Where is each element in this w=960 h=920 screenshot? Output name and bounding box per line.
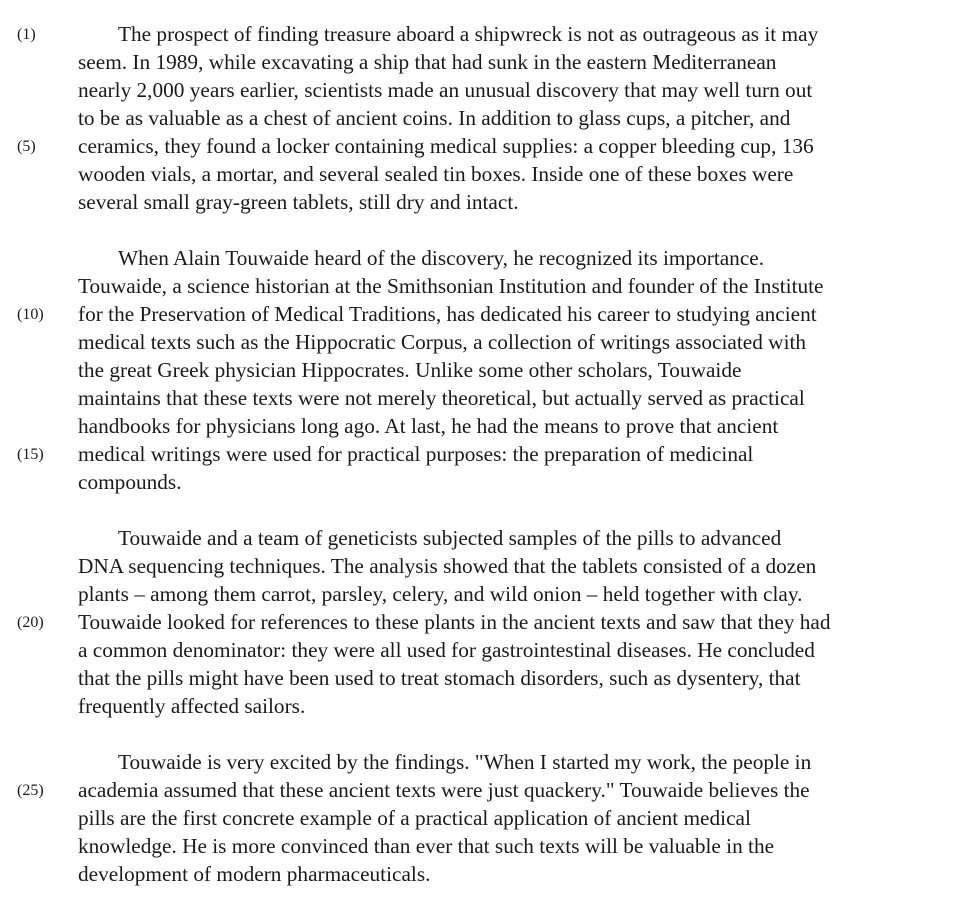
- line-text: DNA sequencing techniques. The analysis showed that the tablets consisted of a dozen: [78, 554, 817, 578]
- line-text: pills are the first concrete example of a practical application of ancient medical: [78, 806, 751, 830]
- line-text: to be as valuable as a chest of ancient coins. In addition to glass cups, a pitcher, and: [78, 106, 791, 130]
- passage-line: [0, 356, 960, 384]
- passage-line: [0, 328, 960, 356]
- passage-line: [0, 636, 960, 664]
- paragraph-gap: [0, 720, 960, 748]
- passage-line: [0, 20, 960, 48]
- paragraph-gap: [0, 496, 960, 524]
- line-text: nearly 2,000 years earlier, scientists made an unusual discovery that may well turn out: [78, 78, 813, 102]
- line-text: compounds.: [78, 470, 182, 494]
- line-text: development of modern pharmaceuticals.: [78, 862, 431, 886]
- passage-line: [0, 608, 960, 636]
- line-text: The prospect of finding treasure aboard a shipwreck is not as outrageous as it may: [118, 22, 819, 46]
- paragraph-4: [0, 748, 960, 888]
- line-text: Touwaide looked for references to these plants in the ancient texts and saw that they had: [78, 610, 831, 634]
- paragraph-3: [0, 524, 960, 720]
- passage-line: [0, 132, 960, 160]
- passage-line: [0, 412, 960, 440]
- line-text: Touwaide, a science historian at the Smithsonian Institution and founder of the Institute: [78, 274, 824, 298]
- passage-line: [0, 104, 960, 132]
- passage-line: [0, 300, 960, 328]
- line-text: knowledge. He is more convinced than ever that such texts will be valuable in the: [78, 834, 775, 858]
- line-text: maintains that these texts were not merely theoretical, but actually served as practical: [78, 386, 805, 410]
- passage-line: [0, 552, 960, 580]
- passage-line: [0, 832, 960, 860]
- passage-line: [0, 384, 960, 412]
- line-text: wooden vials, a mortar, and several sealed tin boxes. Inside one of these boxes were: [78, 162, 794, 186]
- line-text: that the pills might have been used to treat stomach disorders, such as dysentery, that: [78, 666, 801, 690]
- passage-line: [0, 804, 960, 832]
- line-text: When Alain Touwaide heard of the discovery, he recognized its importance.: [118, 246, 765, 270]
- line-text: a common denominator: they were all used for gastrointestinal diseases. He concluded: [78, 638, 815, 662]
- line-number: (1): [17, 26, 36, 43]
- passage-line: [0, 664, 960, 692]
- passage-line: [0, 440, 960, 468]
- passage-line: [0, 160, 960, 188]
- paragraph-1: [0, 20, 960, 216]
- line-text: handbooks for physicians long ago. At last, he had the means to prove that ancient: [78, 414, 779, 438]
- line-text: medical texts such as the Hippocratic Corpus, a collection of writings associated with: [78, 330, 807, 354]
- passage-line: [0, 580, 960, 608]
- line-text: medical writings were used for practical purposes: the preparation of medicinal: [78, 442, 754, 466]
- line-text: for the Preservation of Medical Traditions, has dedicated his career to studying ancient: [78, 302, 817, 326]
- passage-line: [0, 244, 960, 272]
- line-number: (15): [17, 446, 44, 463]
- line-text: Touwaide and a team of geneticists subjected samples of the pills to advanced: [118, 526, 782, 550]
- passage-line: [0, 188, 960, 216]
- line-text: several small gray-green tablets, still dry and intact.: [78, 190, 519, 214]
- line-text: seem. In 1989, while excavating a ship that had sunk in the eastern Mediterranean: [78, 50, 777, 74]
- line-number: (10): [17, 306, 44, 323]
- passage-line: [0, 692, 960, 720]
- paragraph-2: [0, 244, 960, 496]
- passage: [0, 20, 960, 888]
- line-number: (20): [17, 614, 44, 631]
- passage-line: [0, 48, 960, 76]
- line-number: (25): [17, 782, 44, 799]
- passage-line: [0, 776, 960, 804]
- line-text: ceramics, they found a locker containing medical supplies: a copper bleeding cup, 136: [78, 134, 814, 158]
- line-number: (5): [17, 138, 36, 155]
- passage-line: [0, 272, 960, 300]
- passage-line: [0, 76, 960, 104]
- line-text: Touwaide is very excited by the findings. "When I started my work, the people in: [118, 750, 812, 774]
- paragraph-gap: [0, 216, 960, 244]
- line-text: frequently affected sailors.: [78, 694, 306, 718]
- passage-line: [0, 524, 960, 552]
- passage-line: [0, 860, 960, 888]
- line-text: the great Greek physician Hippocrates. Unlike some other scholars, Touwaide: [78, 358, 742, 382]
- line-text: academia assumed that these ancient texts were just quackery." Touwaide believes the: [78, 778, 810, 802]
- passage-line: [0, 748, 960, 776]
- passage-line: [0, 468, 960, 496]
- line-text: plants – among them carrot, parsley, celery, and wild onion – held together with clay.: [78, 582, 803, 606]
